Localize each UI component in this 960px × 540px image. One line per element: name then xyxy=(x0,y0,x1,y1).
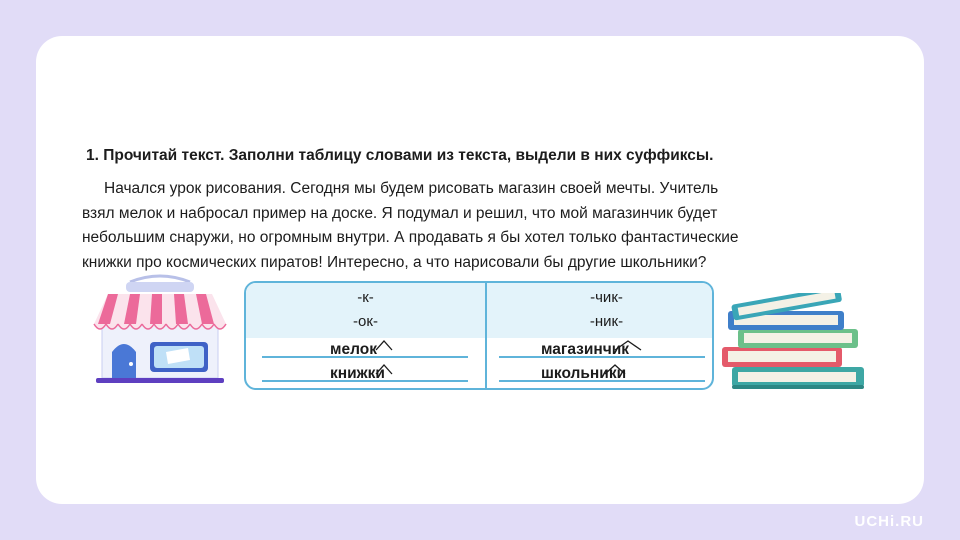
table-column-right xyxy=(487,283,714,388)
suffix-table xyxy=(244,281,714,390)
suffix-label: -ок- xyxy=(353,313,378,330)
suffix-label: -к- xyxy=(357,289,374,306)
storefront-icon xyxy=(88,272,232,388)
suffix-label: -чик- xyxy=(590,289,623,306)
brand-logo: UCHi.RU xyxy=(854,513,924,530)
text-line: взял мелок и набросал пример на доске. Я подумал и решил, что мой магазинчик будет xyxy=(82,204,718,222)
book-stack-icon xyxy=(718,293,868,395)
answer-word: книжки xyxy=(330,365,385,382)
suffix-mark-icon xyxy=(603,363,627,375)
suffix-mark-icon xyxy=(374,363,394,375)
answer-word: школьники xyxy=(541,365,627,382)
suffix-mark-icon xyxy=(374,339,394,351)
table-column-left xyxy=(246,283,485,388)
text-line: книжки про космических пиратов! Интересно, а что нарисовали бы другие школьники? xyxy=(82,253,707,271)
task-text xyxy=(82,177,912,275)
suffix-label: -ник- xyxy=(589,313,624,330)
answer-word: мелок xyxy=(330,341,377,358)
suffix-mark-icon xyxy=(613,339,643,351)
text-line: Начался урок рисования. Сегодня мы будем рисовать магазин своей мечты. Учитель xyxy=(104,180,719,197)
text-line: небольшим снаружи, но огромным внутри. А продавать я бы хотел только фантастические xyxy=(82,229,739,246)
answer-word: магазинчик xyxy=(541,341,630,358)
task-title: 1. Прочитай текст. Заполни таблицу словами из текста, выдели в них суффиксы. xyxy=(86,147,714,164)
